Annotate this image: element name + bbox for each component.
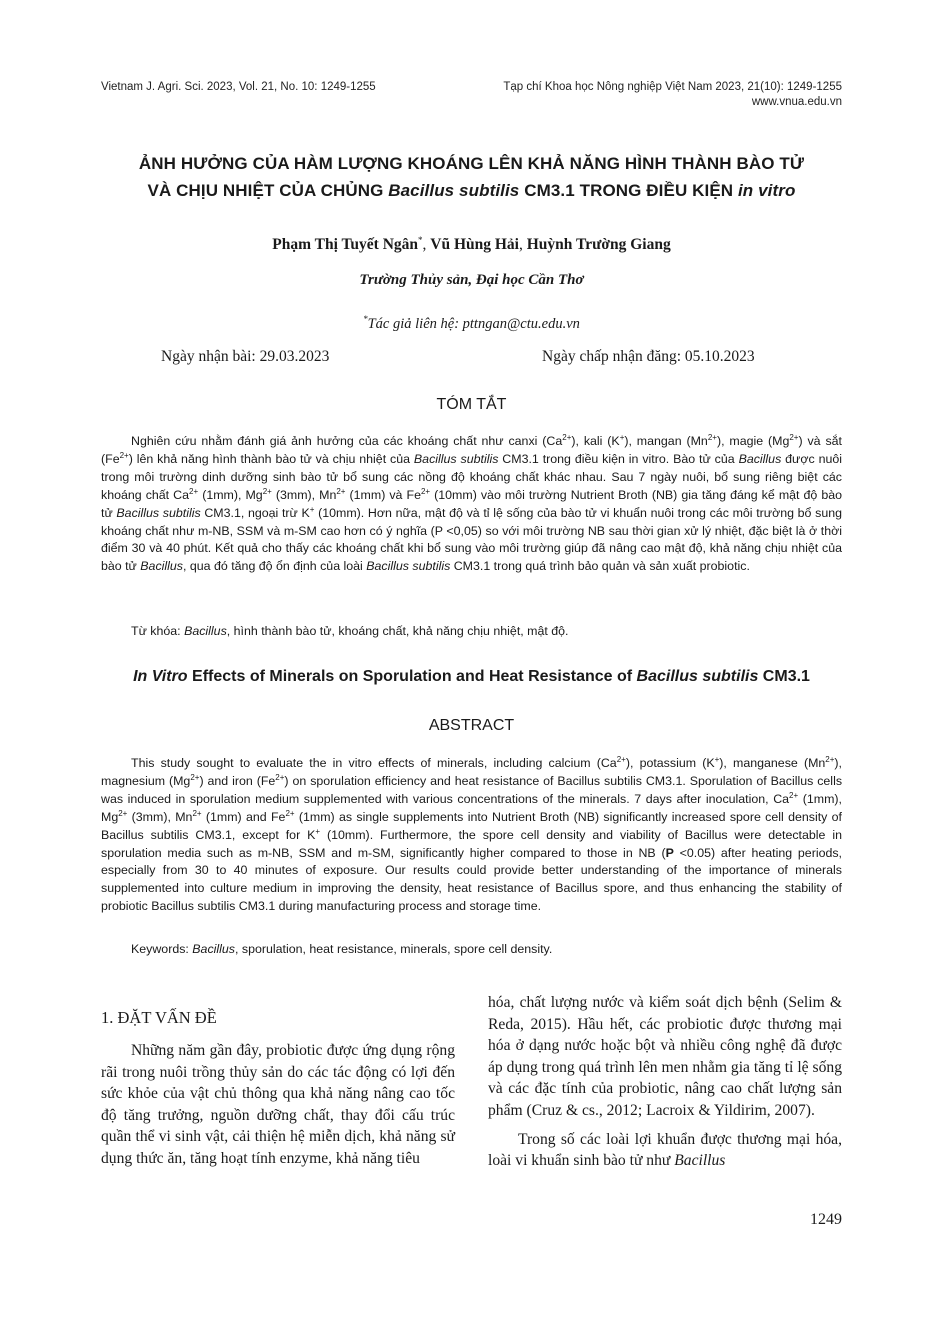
en-keywords-italic: Bacillus (192, 942, 235, 956)
journal-header-vn-line1: Tạp chí Khoa học Nông nghiệp Việt Nam 2023, 21(10): 1249-1255 (503, 81, 842, 93)
title-line-1: ẢNH HƯỞNG CỦA HÀM LƯỢNG KHOÁNG LÊN KHẢ NĂNG HÌNH THÀNH BÀO TỬ (138, 154, 805, 173)
col2-paragraph-2-italic: Bacillus (674, 1152, 726, 1170)
col2-paragraph-2 (488, 1129, 842, 1172)
section-1-col-1 (101, 1040, 455, 1170)
title-line-2-invitro: in vitro (737, 181, 796, 200)
section-1-heading: 1. ĐẶT VẤN ĐỀ (101, 1008, 217, 1027)
affiliation: Trường Thủy sản, Đại học Cần Thơ (359, 272, 584, 288)
vn-abstract-heading: TÓM TẮT (436, 396, 507, 413)
page-number: 1249 (810, 1211, 842, 1228)
en-keywords-rest: , sporulation, heat resistance, minerals, spore cell density. (235, 942, 553, 956)
english-title (100, 668, 843, 686)
en-title-invitro: In Vitro (133, 668, 188, 685)
author-sep-1: , (422, 236, 431, 254)
col2-paragraph-2-text: Trong số các loài lợi khuẩn được thương mại hóa, loài vi khuẩn sinh bào tử như (488, 1130, 842, 1170)
article-title (100, 150, 843, 204)
title-line-2-species: Bacillus subtilis (388, 181, 520, 200)
en-title-mid: Effects of Minerals on Sporulation and Heat Resistance of (187, 668, 637, 685)
en-title-species: Bacillus subtilis (636, 668, 759, 685)
corresponding-author (100, 309, 843, 334)
author-3: Huỳnh Trường Giang (526, 236, 671, 254)
section-1-col-2 (488, 992, 842, 1172)
vn-keywords-label: Từ khóa: (131, 624, 185, 638)
vn-keywords-italic: Bacillus (184, 624, 227, 638)
author-2: Vũ Hùng Hải (430, 236, 519, 254)
accepted-date: Ngày chấp nhận đăng: 05.10.2023 (542, 348, 755, 365)
corresponding-mark: * (418, 235, 423, 245)
en-abstract-heading: ABSTRACT (428, 717, 515, 734)
en-keywords-label: Keywords: (131, 942, 193, 956)
corresponding-mark-2: * (363, 314, 368, 324)
corresponding-text: Tác giả liên hệ: pttngan@ctu.edu.vn (367, 315, 580, 332)
en-title-strain: CM3.1 (758, 668, 810, 685)
author-1: Phạm Thị Tuyết Ngân (272, 236, 419, 254)
journal-header-vn (503, 80, 842, 110)
vn-keywords (131, 624, 568, 638)
title-line-2 (100, 177, 843, 204)
authors (100, 230, 843, 255)
journal-url: www.vnua.edu.vn (751, 96, 842, 108)
en-keywords (131, 942, 552, 956)
received-date: Ngày nhận bài: 29.03.2023 (161, 348, 330, 365)
col2-paragraph-1: hóa, chất lượng nước và kiểm soát dịch bệnh (Selim & Reda, 2015). Hầu hết, các probiotic được thương mại hóa ở dạng nước hoặc bột và nhiều công nghệ đã được áp dụng trong quá trình lên men nhằm gia tăng tỉ lệ sống và các đặc tính của probiotic, nâng cao chất lượng sản phẩm (Cruz & cs., 2012; Lacroix & Yildirim, 2007). (488, 994, 842, 1119)
en-abstract-body: This study sought to evaluate the in vitro effects of minerals, including calcium $(Ca^{2+})$, potassium (K+), manganese $(Mn^{2+})$, magnesium $(Mg^{2+})$ and iron $(Fe^{2+})$ on sporulation efficiency and heat resistance of Bacillus subtilis CM3.1. Sporulation of Bacillus cells was induced in sporulation medium supplemented with various concentrations of the minerals. 7 days after inoculation, $Ca^{2+}$ (1mm), $Mg^{2+}$ (3mm), $Mn^{2+}$ (1mm) and $Fe^{2+}$ (1mm) as single supplements into Nutrient Broth (NB) significantly increased spore cell density of Bacillus subtilis CM3.1, except for K+ (10mm). Furthermore, the spore cell density and viability of Bacillus were detectable in sporulation media such as m-NB, SSM and m-SM, significantly higher compared to those in NB (P <0.05) after heating periods, especially from 30 to 40 minutes of exposure. Our results could provide better understanding of the importance of minerals supplemented into culture medium in improving the density, heat resistance of Bacillus spore, and thus enhancing the stability of probiotic Bacillus subtilis CM3.1 during manufacturing process and storage time. (101, 754, 843, 914)
author-sep-2: , (519, 236, 527, 254)
col1-paragraph-1: Những năm gần đây, probiotic được ứng dụng rộng rãi trong nuôi trồng thủy sản do các tác động có lợi đến sức khỏe của vật chủ thông qua khả năng nâng cao tốc độ tăng trưởng, nguồn dưỡng chất, thay đổi cấu trúc quần thể vi sinh vật, cải thiện hệ miễn dịch, khả năng sử dụng thức ăn, tăng hoạt tính enzyme, khả năng tiêu (101, 1042, 455, 1167)
vn-abstract-body: Nghiên cứu nhằm đánh giá ảnh hưởng của các khoáng chất như canxi $(Ca^{2+})$, kali (K+), mangan $(Mn^{2+})$, magie $(Mg^{2+})$ và sắt $(Fe^{2+})$ lên khả năng hình thành bào tử và chịu nhiệt của Bacillus subtilis CM3.1 trong điều kiện in vitro. Bào tử của Bacillus được nuôi trong môi trường dinh dưỡng sinh bào tử bổ sung các nồng độ khoáng chất khác nhau. Sau 7 ngày nuôi, bổ sung riêng biệt các khoáng chất $Ca^{2+}$ (1mm), $Mg^{2+}$ (3mm), $Mn^{2+}$ (1mm) và $Fe^{2+}$ (10mm) vào môi trường Nutrient Broth (NB) gia tăng đáng kể mật độ bào tử Bacillus subtilis CM3.1, ngoại trừ K+ (10mm). Hơn nữa, mật độ và tỉ lệ sống của bào tử vi khuẩn nuôi trong các môi trường bổ sung khoáng chất như m-NB, SSM và m-SM cao hơn có ý nghĩa (P <0,05) so với môi trường NB sau thời gian xử lý nhiệt, đặc biệt là ở thời điểm 30 và 40 phút. Kết quả cho thấy các khoáng chất khi bổ sung vào môi trường giúp đã nâng cao mật độ, khả năng chịu nhiệt của bào tử Bacillus, qua đó tăng độ ổn định của loài Bacillus subtilis CM3.1 trong quá trình bảo quản và sản xuất probiotic. (101, 432, 843, 574)
journal-header-en: Vietnam J. Agri. Sci. 2023, Vol. 21, No. 10: 1249-1255 (101, 81, 376, 93)
title-line-2-c: CM3.1 TRONG ĐIỀU KIỆN (519, 181, 738, 200)
vn-keywords-rest: , hình thành bào tử, khoáng chất, khả năng chịu nhiệt, mật độ. (226, 624, 569, 638)
title-line-2-a: VÀ CHỊU NHIỆT CỦA CHỦNG (147, 181, 389, 200)
